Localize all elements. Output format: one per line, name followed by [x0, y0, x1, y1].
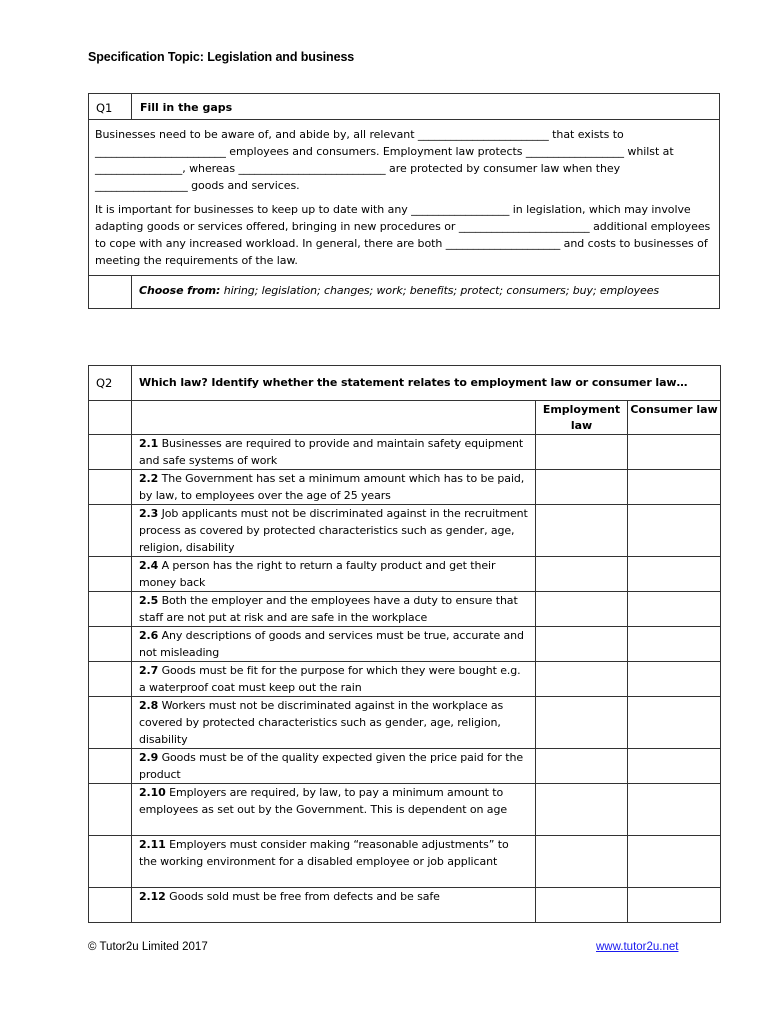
consumer-law-answer-cell[interactable] — [628, 627, 721, 662]
statement-number: 2.1 — [139, 437, 159, 450]
statement-text: Goods must be fit for the purpose for which they were bought e.g. a waterproof coat must keep out the rain — [139, 664, 521, 694]
q1-paragraph: Businesses need to be aware of, and abide by, all relevant ________________________ that exists to ________________________ employees and consumers. Employment law protects __________________ whilst at ________________, whereas ___________________________ are protected by consumer law when they _________________ goods and services. — [95, 128, 674, 192]
row-empty-cell — [89, 470, 132, 505]
statement-cell — [132, 470, 536, 505]
choose-from-label: Choose from: — [139, 284, 221, 297]
consumer-law-answer-cell[interactable] — [628, 435, 721, 470]
statement-text: Goods sold must be free from defects and be safe — [165, 890, 440, 903]
statement-text: Employers are required, by law, to pay a minimum amount to employees as set out by the Government. This is dependent on age — [139, 786, 507, 816]
row-empty-cell — [89, 505, 132, 557]
statement-number: 2.8 — [139, 699, 159, 712]
statement-text: Employers must consider making “reasonable adjustments” to the working environment for a disabled employee or job applicant — [139, 838, 509, 868]
consumer-law-answer-cell[interactable] — [628, 888, 721, 923]
table-row — [89, 627, 721, 662]
statement-cell — [132, 697, 536, 749]
table-row — [89, 470, 721, 505]
q2-empty-cell — [89, 401, 132, 435]
table-row — [89, 662, 721, 697]
employment-law-answer-cell[interactable] — [536, 505, 628, 557]
statement-number: 2.6 — [139, 629, 159, 642]
consumer-law-answer-cell[interactable] — [628, 470, 721, 505]
row-empty-cell — [89, 888, 132, 923]
statement-text: A person has the right to return a faulty product and get their money back — [139, 559, 496, 589]
employment-law-answer-cell[interactable] — [536, 435, 628, 470]
q2-table — [88, 365, 721, 923]
employment-law-answer-cell[interactable] — [536, 888, 628, 923]
statement-cell — [132, 662, 536, 697]
statement-cell — [132, 435, 536, 470]
q1-heading: Fill in the gaps — [132, 94, 720, 120]
statement-number: 2.4 — [139, 559, 159, 572]
q1-table — [88, 93, 720, 309]
employment-law-answer-cell[interactable] — [536, 557, 628, 592]
row-empty-cell — [89, 662, 132, 697]
consumer-law-answer-cell[interactable] — [628, 836, 721, 888]
q1-word-bank — [132, 276, 720, 309]
q1-empty-cell — [89, 276, 132, 309]
employment-law-column-header: Employment law — [536, 401, 628, 435]
consumer-law-column-header: Consumer law — [628, 401, 721, 435]
q2-number: Q2 — [89, 366, 132, 401]
table-row — [89, 888, 721, 923]
consumer-law-answer-cell[interactable] — [628, 662, 721, 697]
website-link[interactable]: www.tutor2u.net — [596, 941, 679, 953]
statement-number: 2.7 — [139, 664, 159, 677]
statement-text: Businesses are required to provide and maintain safety equipment and safe systems of work — [139, 437, 524, 467]
row-empty-cell — [89, 435, 132, 470]
consumer-law-answer-cell[interactable] — [628, 557, 721, 592]
statement-text: Both the employer and the employees have a duty to ensure that staff are not put at risk and are safe in the workplace — [139, 594, 518, 624]
table-row — [89, 505, 721, 557]
employment-law-answer-cell[interactable] — [536, 592, 628, 627]
table-row — [89, 592, 721, 627]
word-bank-list: hiring; legislation; changes; work; benefits; protect; consumers; buy; employees — [220, 284, 659, 297]
table-row — [89, 836, 721, 888]
q1-number: Q1 — [89, 94, 132, 120]
employment-law-answer-cell[interactable] — [536, 784, 628, 836]
row-empty-cell — [89, 557, 132, 592]
statement-number: 2.3 — [139, 507, 159, 520]
row-empty-cell — [89, 592, 132, 627]
statement-cell — [132, 557, 536, 592]
consumer-law-answer-cell[interactable] — [628, 505, 721, 557]
table-row — [89, 749, 721, 784]
statement-cell — [132, 627, 536, 662]
q2-statement-rows — [89, 435, 721, 923]
q2-heading: Which law? Identify whether the statement relates to employment law or consumer law… — [132, 366, 721, 401]
statement-number: 2.2 — [139, 472, 159, 485]
row-empty-cell — [89, 749, 132, 784]
employment-law-answer-cell[interactable] — [536, 470, 628, 505]
specification-title: Specification Topic: Legislation and business — [88, 50, 355, 64]
statement-cell — [132, 505, 536, 557]
statement-cell — [132, 784, 536, 836]
employment-law-answer-cell[interactable] — [536, 749, 628, 784]
statement-text: Job applicants must not be discriminated against in the recruitment process as covered by protected characteristics such as gender, age, religion, disability — [139, 507, 528, 554]
consumer-law-answer-cell[interactable] — [628, 784, 721, 836]
statement-text: Workers must not be discriminated against in the workplace as covered by protected characteristics such as gender, age, religion, disability — [139, 699, 504, 746]
table-row — [89, 697, 721, 749]
employment-law-answer-cell[interactable] — [536, 627, 628, 662]
consumer-law-answer-cell[interactable] — [628, 697, 721, 749]
employment-law-answer-cell[interactable] — [536, 836, 628, 888]
statement-number: 2.11 — [139, 838, 166, 851]
statement-number: 2.9 — [139, 751, 159, 764]
table-row — [89, 557, 721, 592]
statement-number: 2.10 — [139, 786, 166, 799]
statement-text: Any descriptions of goods and services must be true, accurate and not misleading — [139, 629, 524, 659]
q2-empty-cell — [132, 401, 536, 435]
statement-text: Goods must be of the quality expected given the price paid for the product — [139, 751, 524, 781]
table-row — [89, 435, 721, 470]
row-empty-cell — [89, 627, 132, 662]
statement-cell — [132, 888, 536, 923]
row-empty-cell — [89, 697, 132, 749]
q1-gap-fill-text — [89, 120, 720, 276]
row-empty-cell — [89, 836, 132, 888]
row-empty-cell — [89, 784, 132, 836]
employment-law-answer-cell[interactable] — [536, 662, 628, 697]
copyright-text: © Tutor2u Limited 2017 — [88, 941, 208, 953]
table-row — [89, 784, 721, 836]
statement-cell — [132, 749, 536, 784]
statement-number: 2.12 — [139, 890, 166, 903]
q1-paragraph: It is important for businesses to keep up to date with any __________________ in legislation, which may involve adapting goods or services offered, bringing in new procedures or ________________________ additional employees to cope with any increased workload. In general, there are both _____________________ and costs to businesses of meeting the requirements of the law. — [95, 203, 711, 267]
statement-cell — [132, 836, 536, 888]
employment-law-answer-cell[interactable] — [536, 697, 628, 749]
consumer-law-answer-cell[interactable] — [628, 592, 721, 627]
statement-text: The Government has set a minimum amount which has to be paid, by law, to employees over the age of 25 years — [139, 472, 525, 502]
consumer-law-answer-cell[interactable] — [628, 749, 721, 784]
statement-number: 2.5 — [139, 594, 159, 607]
statement-cell — [132, 592, 536, 627]
